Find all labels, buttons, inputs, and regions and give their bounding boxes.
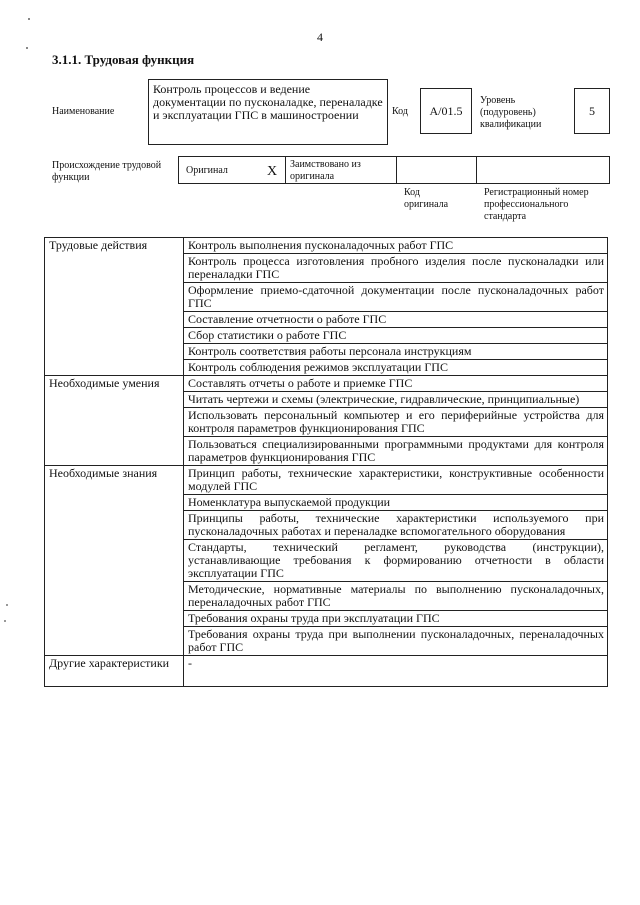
- item-cell: Принцип работы, технические характеристики, конструктивные особенности модулей ГПС: [184, 466, 608, 495]
- item-cell: Контроль соблюдения режимов эксплуатации ГПС: [184, 360, 608, 376]
- table-row: [45, 656, 608, 687]
- divider: [396, 156, 397, 184]
- scan-speck: [26, 47, 28, 49]
- item-cell: Методические, нормативные материалы по выполнению пусконаладочных, переналадочных работ ГПС: [184, 582, 608, 611]
- original-label: Оригинал: [186, 165, 228, 176]
- scan-speck: [28, 18, 30, 20]
- item-cell: Оформление приемо-сдаточной документации после пусконаладочных работ ГПС: [184, 283, 608, 312]
- item-cell: -: [184, 656, 608, 687]
- category-cell: Необходимые умения: [45, 376, 184, 466]
- reg-number-label: Регистрационный номер профессионального стандарта: [484, 187, 589, 222]
- item-cell: Составлять отчеты о работе и приемке ГПС: [184, 376, 608, 392]
- borrowed-label: Заимствовано из оригинала: [290, 159, 361, 182]
- function-table: [44, 237, 608, 687]
- item-cell: Стандарты, технический регламент, руководства (инструкции), устанавливающие требования к формированию отчетности в области эксплуатации ГПС: [184, 540, 608, 582]
- item-cell: Использовать персональный компьютер и его периферийные устройства для контроля параметров функционирования ГПС: [184, 408, 608, 437]
- item-cell: Требования охраны труда при эксплуатации ГПС: [184, 611, 608, 627]
- item-cell: Принципы работы, технические характеристики используемого при пусконаладочных работах и переналадке вспомогательного оборудования: [184, 511, 608, 540]
- page-number: 4: [317, 30, 323, 44]
- code-original-label: Код оригинала: [404, 187, 449, 210]
- name-label: Наименование: [52, 106, 115, 117]
- divider: [476, 156, 477, 184]
- name-value: Контроль процессов и ведение документации по пусконаладке, переналадке и эксплуатации ГПС в машиностроении: [148, 79, 388, 145]
- level-label: Уровень (подуровень) квалификации: [480, 95, 542, 130]
- section-title: 3.1.1. Трудовая функция: [52, 52, 195, 67]
- item-cell: Контроль соответствия работы персонала инструкциям: [184, 344, 608, 360]
- category-cell: Трудовые действия: [45, 238, 184, 376]
- item-cell: Номенклатура выпускаемой продукции: [184, 495, 608, 511]
- table-row: [45, 466, 608, 495]
- code-value: A/01.5: [420, 88, 472, 134]
- table-row: [45, 238, 608, 254]
- item-cell: Требования охраны труда при выполнении пусконаладочных, переналадочных работ ГПС: [184, 627, 608, 656]
- scan-speck: [6, 604, 8, 606]
- code-label: Код: [392, 106, 408, 117]
- item-cell: Контроль процесса изготовления пробного изделия после пусконаладки или переналадки ГПС: [184, 254, 608, 283]
- category-cell: Необходимые знания: [45, 466, 184, 656]
- level-value: 5: [574, 88, 610, 134]
- item-cell: Составление отчетности о работе ГПС: [184, 312, 608, 328]
- category-cell: Другие характеристики: [45, 656, 184, 687]
- scan-speck: [4, 620, 6, 622]
- item-cell: Пользоваться специализированными программными продуктами для контроля параметров функционирования ГПС: [184, 437, 608, 466]
- origin-label: Происхождение трудовой функции: [52, 160, 162, 183]
- item-cell: Читать чертежи и схемы (электрические, гидравлические, принципиальные): [184, 392, 608, 408]
- item-cell: Контроль выполнения пусконаладочных работ ГПС: [184, 238, 608, 254]
- original-mark: X: [266, 163, 278, 179]
- divider: [285, 156, 286, 184]
- table-row: [45, 376, 608, 392]
- item-cell: Сбор статистики о работе ГПС: [184, 328, 608, 344]
